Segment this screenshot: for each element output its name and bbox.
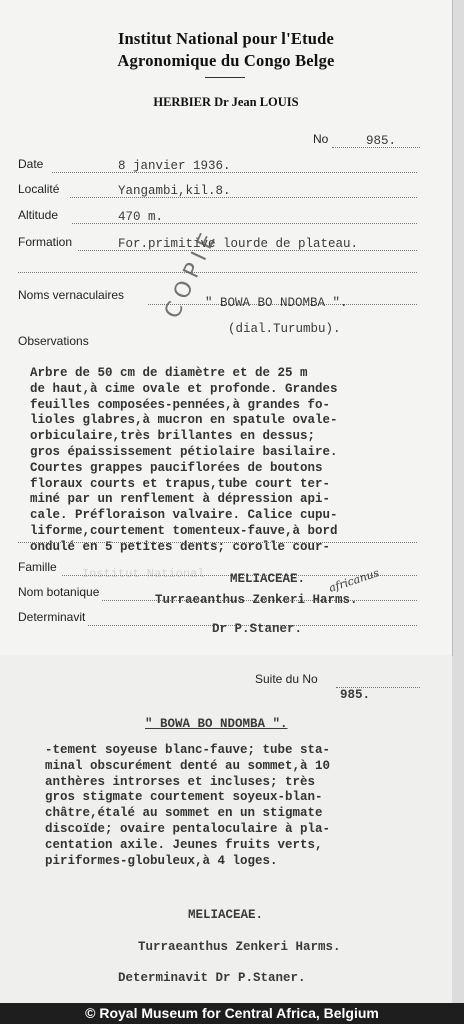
text-line: ondulé en 5 petites dents; corolle cour-	[30, 539, 331, 554]
altitude-value: 470 m.	[118, 210, 164, 224]
text-line: minal obscurément denté au sommet,à 10	[45, 758, 331, 773]
nom-botanique-value: Turraeanthus Zenkeri Harms.	[155, 593, 358, 607]
continuation-title: " BOWA BO NDOMBA ".	[145, 717, 288, 731]
nom-botanique-label: Nom botanique	[18, 585, 100, 599]
text-line: -tement soyeuse blanc-fauve; tube sta-	[45, 743, 331, 757]
obs-end-dots	[18, 542, 417, 543]
date-value: 8 janvier 1936.	[118, 159, 231, 173]
handwritten-annotation: africanus	[327, 566, 381, 595]
text-line: de haut,à cime ovale et profonde. Grandes	[30, 381, 338, 396]
noms-vernaculaires-label: Noms vernaculaires	[18, 288, 125, 302]
altitude-label: Altitude	[18, 208, 59, 222]
herbarium-card-continuation	[0, 655, 452, 1003]
continuation-text	[45, 743, 330, 869]
formation-value: For.primitive lourde de plateau.	[118, 237, 359, 251]
text-line: miné par un renflement à dépression api-	[30, 492, 331, 507]
continuation-nom-botanique: Turraeanthus Zenkeri Harms.	[138, 940, 341, 954]
continuation-famille: MELIACEAE.	[188, 908, 264, 922]
text-line: centation axile. Jeunes fruits verts,	[45, 837, 323, 852]
determinavit-label: Determinavit	[18, 610, 86, 624]
institute-title-line2: Agronomique du Congo Belge	[117, 51, 335, 70]
date-dots	[52, 172, 417, 173]
herbarium-name: HERBIER Dr Jean LOUIS	[153, 95, 299, 109]
text-line: cale. Préfloraison valvaire. Calice cupu-	[30, 508, 338, 523]
title-divider	[205, 77, 245, 78]
determinavit-value: Dr P.Staner.	[212, 622, 303, 636]
institute-title-line1: Institut National pour l'Etude	[117, 29, 335, 48]
text-line: châtre,étalé au sommet en un stigmate	[45, 806, 323, 821]
continuation-determinavit: Determinavit Dr P.Staner.	[118, 971, 306, 985]
famille-label: Famille	[18, 560, 57, 574]
noms-dialect: (dial.Turumbu).	[228, 322, 341, 336]
localite-label: Localité	[18, 182, 60, 196]
text-line: discoïde; ovaire pentaloculaire à pla-	[45, 821, 331, 836]
text-line: anthères introrses et incluses; très	[45, 774, 316, 789]
observations-text	[30, 366, 338, 556]
text-line: liforme,courtement tomenteux-fauve,à bord	[30, 523, 338, 538]
famille-value: MELIACEAE.	[230, 572, 306, 586]
text-line: orbiculaire,très brillantes en dessus;	[30, 429, 316, 444]
text-line: feuilles composées-pennées,à grandes fo-	[30, 397, 331, 412]
text-line: lioles glabres,à mucron en spatule ovale-	[30, 413, 338, 428]
copie-stamp: COPIE	[160, 224, 224, 323]
text-line: gros épaississement pétiolaire basilaire.	[30, 444, 338, 459]
text-line: floraux courts et trapus,tube court ter-	[30, 476, 331, 491]
observations-label: Observations	[18, 334, 89, 348]
bleed-through-text: Institut National	[82, 567, 205, 581]
text-line: gros stigmate courtement soyeux-blan-	[45, 790, 323, 805]
suite-value: 985.	[340, 688, 371, 702]
copyright-footer: © Royal Museum for Central Africa, Belgium	[0, 1003, 464, 1024]
text-line: Arbre de 50 cm de diamètre et de 25 m	[30, 366, 308, 380]
date-label: Date	[18, 157, 44, 171]
suite-label: Suite du No	[255, 672, 318, 686]
text-line: Courtes grappes pauciflorées de boutons	[30, 460, 323, 475]
localite-value: Yangambi,kil.8.	[118, 184, 231, 198]
no-label: No	[313, 132, 329, 146]
noms-vernaculaires-value: " BOWA BO NDOMBA ".	[205, 296, 348, 310]
formation-label: Formation	[18, 235, 73, 249]
no-value: 985.	[366, 134, 397, 148]
text-line: piriformes-globuleux,à 4 loges.	[45, 853, 278, 868]
formation-dots-2	[18, 272, 417, 273]
